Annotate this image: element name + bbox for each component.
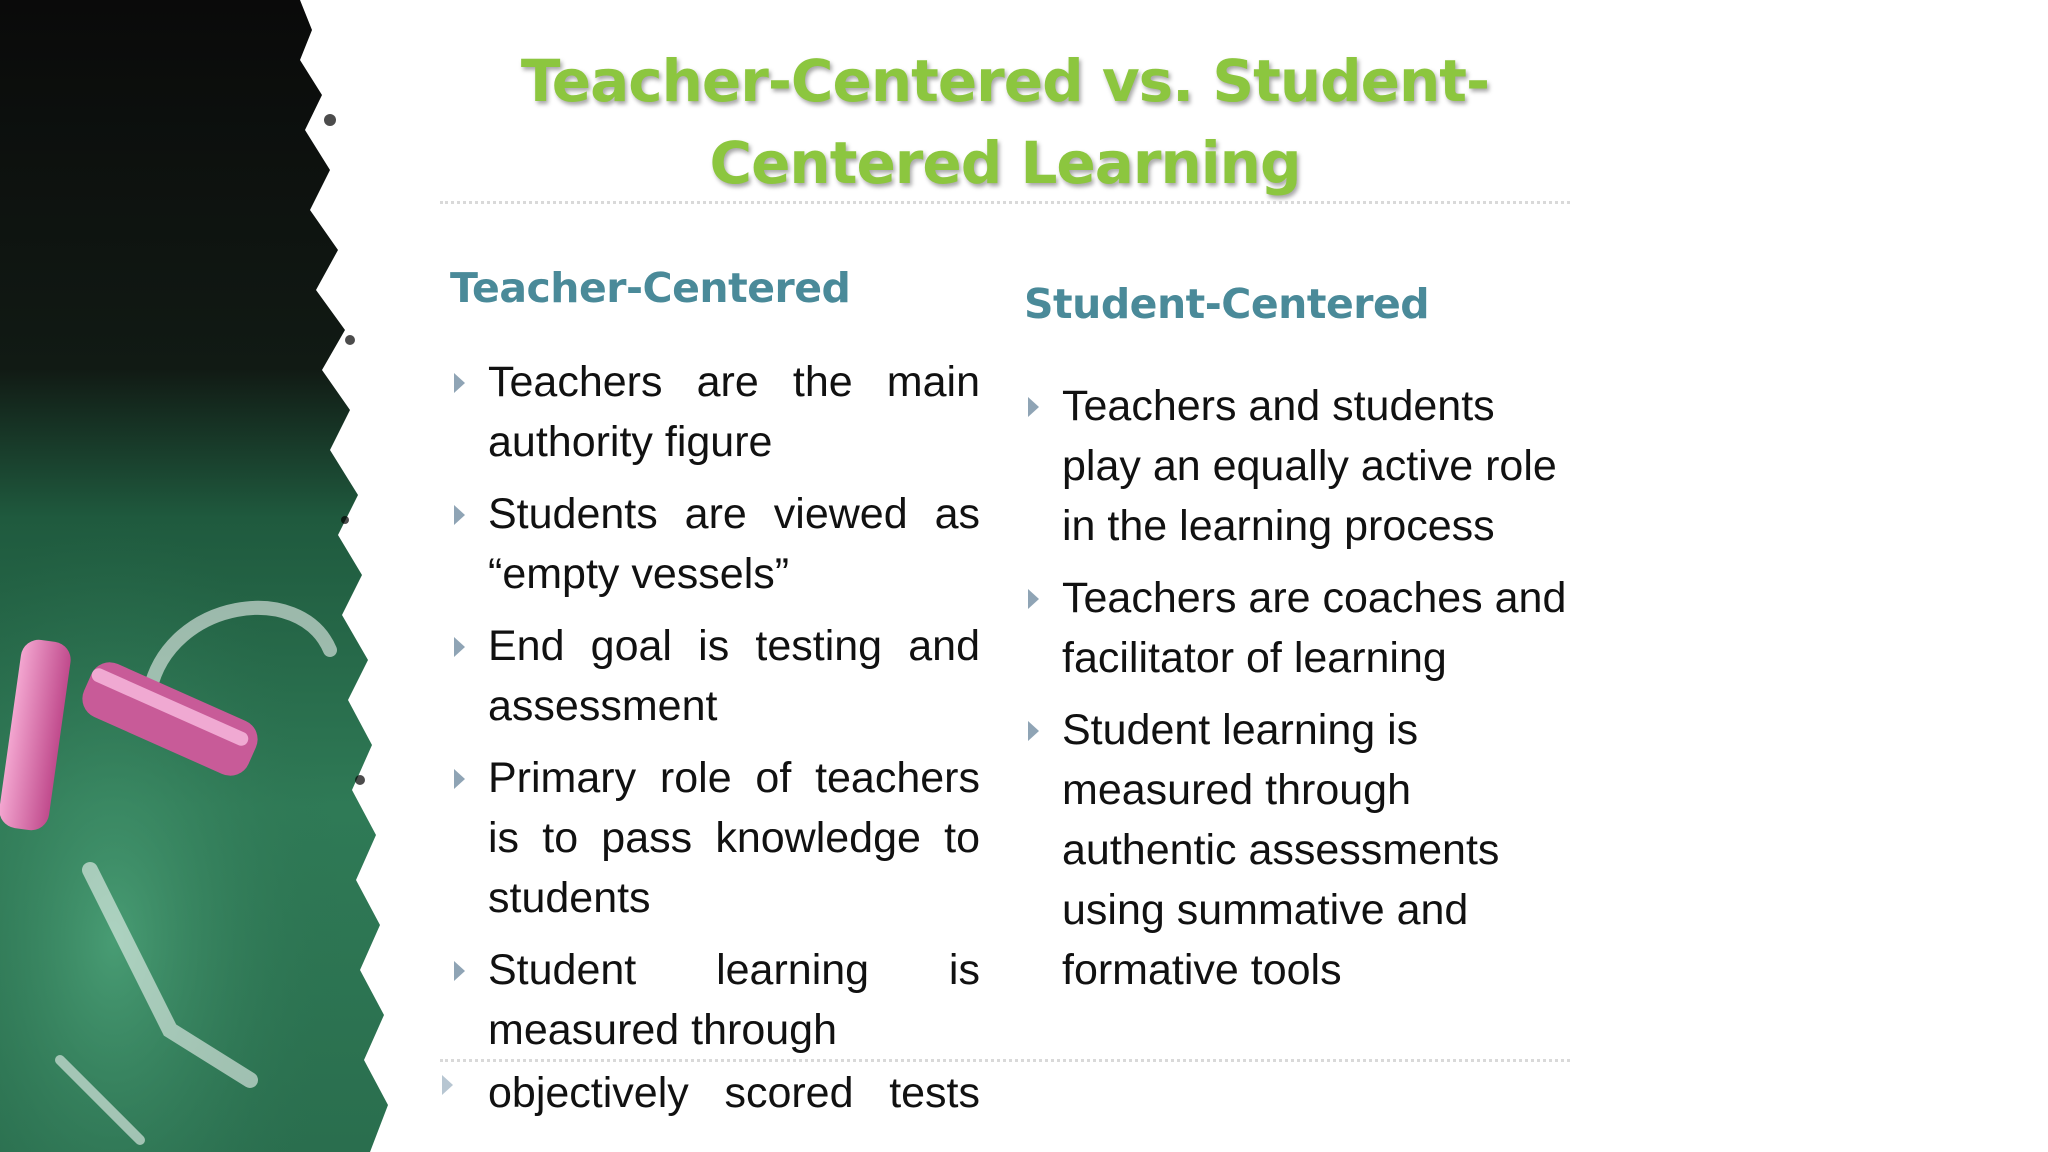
list-item-text: Teachers are the main authority figure [488,358,980,466]
list-item [450,616,980,736]
student-centered-list [1024,376,1584,1000]
triangle-bullet-icon [442,1075,453,1095]
student-centered-column [1024,274,1584,1012]
teacher-centered-column [450,258,980,1072]
triangle-bullet-icon [454,769,465,789]
list-item [450,484,980,604]
triangle-bullet-icon [1028,589,1039,609]
triangle-bullet-icon [454,373,465,393]
list-item [450,352,980,472]
list-item [1024,700,1584,1000]
list-item-text: Student learning is measured through [488,946,980,1054]
student-centered-heading: Student-Centered [1024,280,1430,328]
list-item [450,940,980,1060]
list-item [450,748,980,928]
triangle-bullet-icon [1028,397,1039,417]
slide-title: Teacher-Centered vs. Student-Centered Learning [520,47,1490,197]
triangle-bullet-icon [454,505,465,525]
list-item-text: Teachers are coaches and facilitator of learning [1062,574,1567,682]
teacher-centered-heading: Teacher-Centered [450,264,851,312]
list-item-text: Students are viewed as “empty vessels” [488,490,980,598]
list-item [1024,376,1584,556]
title-divider [440,201,1570,204]
chalkboard-image [0,0,400,1152]
list-item-text: End goal is testing and assessment [488,622,980,730]
triangle-bullet-icon [1028,721,1039,741]
list-item-text: Teachers and students play an equally active role in the learning process [1062,382,1557,550]
list-item-text: Primary role of teachers is to pass knowledge to students [488,754,980,922]
triangle-bullet-icon [454,961,465,981]
footer-divider [440,1059,1570,1062]
overflow-text-line [450,1063,980,1123]
triangle-bullet-icon [454,637,465,657]
list-item-text: Student learning is measured through authentic assessments using summative and formative tools [1062,706,1500,994]
list-item [1024,568,1584,688]
teacher-centered-list [450,352,980,1060]
overflow-text: objectively scored tests [488,1069,980,1117]
